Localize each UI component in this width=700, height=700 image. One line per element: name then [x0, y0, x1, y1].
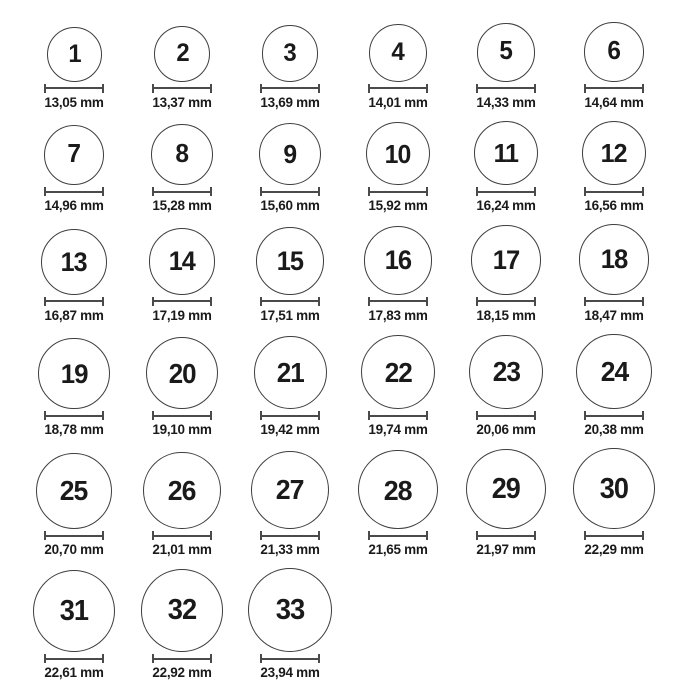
- ring-cell: [146, 337, 218, 436]
- ruler-right-tick: [102, 654, 104, 663]
- diameter-ruler: [584, 411, 644, 420]
- diameter-ruler: [44, 297, 104, 306]
- ruler-right-tick: [210, 654, 212, 663]
- ring-size-number: 19: [60, 358, 88, 390]
- diameter-label: 15,60 mm: [260, 198, 320, 214]
- ring-cell: [151, 124, 212, 212]
- ring-size-number: 28: [384, 473, 412, 506]
- ring-circle: [41, 229, 107, 295]
- diameter-ruler: [152, 654, 212, 663]
- diameter-label: 16,87 mm: [44, 307, 104, 323]
- ring-cell: [248, 568, 332, 679]
- ring-size-number: 29: [491, 473, 521, 506]
- ring-size-number: 2: [175, 39, 189, 67]
- ruler-line: [585, 415, 643, 417]
- diameter-label: 17,19 mm: [152, 307, 212, 323]
- ring-size-number: 24: [600, 355, 628, 387]
- ring-circle: [471, 225, 540, 294]
- ring-circle: [466, 449, 546, 529]
- ring-cell: [584, 22, 644, 109]
- ruler-line: [45, 87, 103, 89]
- diameter-label: 14,64 mm: [584, 94, 644, 110]
- ring-cell: [368, 24, 428, 109]
- ring-circle: [44, 125, 104, 185]
- ring-cell: [141, 569, 224, 679]
- diameter-ruler: [44, 411, 104, 420]
- ring-cell: [44, 125, 104, 212]
- ruler-right-tick: [318, 654, 320, 663]
- ring-size-number: 21: [276, 357, 304, 389]
- ring-circle: [36, 453, 113, 530]
- diameter-ruler: [584, 84, 644, 93]
- diameter-ruler: [152, 531, 212, 540]
- ring-cell: [471, 225, 540, 321]
- ruler-right-tick: [318, 297, 320, 306]
- diameter-label: 16,56 mm: [584, 198, 644, 214]
- diameter-ruler: [368, 187, 428, 196]
- ring-size-number: 7: [67, 140, 81, 169]
- diameter-label: 18,47 mm: [584, 307, 644, 323]
- ring-circle: [154, 26, 210, 82]
- ring-cell: [254, 336, 327, 436]
- diameter-ruler: [44, 654, 104, 663]
- ring-cell: [469, 335, 544, 437]
- diameter-label: 20,38 mm: [584, 422, 644, 438]
- ring-circle: [579, 224, 649, 294]
- ring-size-number: 26: [168, 474, 196, 506]
- ruler-right-tick: [426, 187, 428, 196]
- diameter-ruler: [260, 411, 320, 420]
- ruler-right-tick: [102, 297, 104, 306]
- ring-circle: [259, 123, 321, 185]
- ruler-line: [45, 658, 103, 660]
- diameter-label: 15,28 mm: [152, 198, 212, 214]
- ring-size-number: 9: [283, 139, 297, 170]
- ruler-right-tick: [102, 187, 104, 196]
- ruler-right-tick: [642, 84, 644, 93]
- ring-size-number: 16: [384, 245, 412, 276]
- ring-cell: [33, 570, 115, 679]
- ruler-right-tick: [426, 411, 428, 420]
- ruler-right-tick: [318, 411, 320, 420]
- ruler-right-tick: [534, 297, 536, 306]
- ring-circle: [584, 22, 644, 82]
- diameter-label: 13,69 mm: [260, 94, 320, 110]
- ring-circle: [469, 335, 544, 410]
- ruler-line: [477, 415, 535, 417]
- ruler-line: [153, 535, 211, 537]
- ruler-line: [477, 191, 535, 193]
- ruler-right-tick: [102, 411, 104, 420]
- ring-circle: [149, 228, 216, 295]
- ring-cell: [143, 452, 221, 557]
- ring-circle: [151, 124, 212, 185]
- diameter-ruler: [584, 531, 644, 540]
- ruler-line: [369, 415, 427, 417]
- ring-size-number: 33: [275, 593, 305, 626]
- diameter-label: 23,94 mm: [260, 665, 320, 681]
- ruler-line: [369, 191, 427, 193]
- diameter-ruler: [476, 187, 536, 196]
- ruler-right-tick: [534, 84, 536, 93]
- ruler-line: [585, 191, 643, 193]
- diameter-label: 16,24 mm: [476, 198, 536, 214]
- ruler-line: [369, 535, 427, 537]
- ring-cell: [41, 229, 107, 322]
- ruler-right-tick: [210, 187, 212, 196]
- ruler-line: [45, 300, 103, 302]
- ring-size-number: 22: [384, 356, 412, 388]
- ruler-line: [153, 415, 211, 417]
- ruler-right-tick: [102, 84, 104, 93]
- ring-cell: [36, 453, 113, 557]
- diameter-ruler: [152, 411, 212, 420]
- ring-circle: [358, 450, 437, 529]
- ring-cell: [366, 122, 429, 212]
- ring-size-number: 3: [283, 38, 297, 67]
- diameter-label: 19,42 mm: [260, 422, 320, 438]
- ruler-right-tick: [426, 84, 428, 93]
- ruler-right-tick: [318, 531, 320, 540]
- ring-size-number: 20: [168, 357, 196, 389]
- ring-size-number: 8: [175, 139, 189, 168]
- ring-circle: [256, 227, 324, 295]
- diameter-ruler: [368, 297, 428, 306]
- diameter-label: 13,37 mm: [152, 94, 212, 110]
- ruler-line: [153, 87, 211, 89]
- ring-circle: [364, 226, 433, 295]
- ring-cell: [364, 226, 433, 322]
- ring-size-number: 5: [499, 37, 513, 66]
- diameter-label: 19,10 mm: [152, 422, 212, 438]
- ring-circle: [47, 27, 102, 82]
- diameter-label: 14,01 mm: [368, 94, 428, 110]
- ruler-line: [585, 535, 643, 537]
- diameter-ruler: [476, 411, 536, 420]
- diameter-ruler: [152, 187, 212, 196]
- ring-size-number: 25: [60, 475, 88, 507]
- diameter-ruler: [476, 297, 536, 306]
- ring-circle: [573, 448, 654, 529]
- ruler-right-tick: [642, 297, 644, 306]
- ring-size-chart: [20, 0, 668, 679]
- ring-size-number: 4: [391, 37, 405, 66]
- ring-size-number: 17: [492, 244, 520, 275]
- ring-size-number: 12: [601, 137, 627, 168]
- diameter-label: 22,29 mm: [584, 542, 644, 558]
- ring-cell: [573, 448, 654, 556]
- ring-circle: [262, 25, 319, 82]
- ring-circle: [251, 451, 329, 529]
- ring-circle: [248, 568, 332, 652]
- ring-circle: [38, 338, 109, 409]
- ring-size-number: 10: [385, 138, 411, 169]
- ruler-line: [585, 300, 643, 302]
- ruler-line: [45, 415, 103, 417]
- ruler-line: [261, 191, 319, 193]
- diameter-ruler: [584, 187, 644, 196]
- ring-size-number: 23: [492, 356, 520, 388]
- diameter-ruler: [44, 84, 104, 93]
- diameter-ruler: [44, 531, 104, 540]
- ring-cell: [256, 227, 324, 322]
- diameter-ruler: [260, 297, 320, 306]
- ring-cell: [466, 449, 546, 556]
- ring-circle: [576, 334, 652, 410]
- diameter-ruler: [152, 84, 212, 93]
- ring-circle: [582, 121, 647, 186]
- ring-size-number: 13: [60, 246, 87, 277]
- ring-circle: [361, 335, 435, 409]
- diameter-ruler: [368, 531, 428, 540]
- diameter-label: 14,33 mm: [476, 94, 536, 110]
- ring-cell: [152, 26, 212, 109]
- ruler-right-tick: [210, 84, 212, 93]
- ring-size-number: 6: [607, 36, 621, 65]
- ring-circle: [254, 336, 327, 409]
- ruler-right-tick: [534, 187, 536, 196]
- ring-circle: [477, 23, 536, 82]
- ring-size-number: 18: [600, 244, 628, 275]
- ring-circle: [146, 337, 218, 409]
- diameter-label: 13,05 mm: [44, 94, 104, 110]
- ruler-right-tick: [426, 297, 428, 306]
- ruler-line: [261, 415, 319, 417]
- ruler-line: [261, 658, 319, 660]
- ruler-line: [153, 658, 211, 660]
- diameter-ruler: [152, 297, 212, 306]
- ring-circle: [33, 570, 115, 652]
- ring-cell: [260, 25, 320, 109]
- diameter-label: 21,97 mm: [476, 542, 536, 558]
- diameter-label: 14,96 mm: [44, 198, 104, 214]
- diameter-label: 19,74 mm: [368, 422, 428, 438]
- ring-cell: [259, 123, 321, 212]
- ruler-right-tick: [318, 187, 320, 196]
- diameter-label: 20,06 mm: [476, 422, 536, 438]
- diameter-label: 21,01 mm: [152, 542, 212, 558]
- ruler-right-tick: [426, 531, 428, 540]
- ring-size-number: 15: [276, 245, 304, 276]
- ring-size-number: 32: [167, 594, 197, 627]
- diameter-ruler: [260, 84, 320, 93]
- diameter-ruler: [368, 84, 428, 93]
- ruler-line: [477, 87, 535, 89]
- diameter-label: 21,33 mm: [260, 542, 320, 558]
- ruler-line: [369, 87, 427, 89]
- diameter-label: 17,83 mm: [368, 307, 428, 323]
- diameter-ruler: [260, 187, 320, 196]
- ruler-line: [261, 87, 319, 89]
- ruler-right-tick: [642, 531, 644, 540]
- ring-cell: [361, 335, 435, 436]
- diameter-label: 20,70 mm: [44, 542, 104, 558]
- ring-cell: [38, 338, 109, 436]
- ruler-line: [477, 300, 535, 302]
- ring-cell: [358, 450, 437, 556]
- ring-cell: [579, 224, 649, 321]
- ruler-line: [369, 300, 427, 302]
- diameter-ruler: [584, 297, 644, 306]
- ruler-line: [585, 87, 643, 89]
- ring-cell: [149, 228, 216, 322]
- diameter-ruler: [368, 411, 428, 420]
- ring-size-number: 30: [599, 472, 629, 505]
- diameter-label: 22,61 mm: [44, 665, 104, 681]
- ring-circle: [141, 569, 224, 652]
- diameter-ruler: [44, 187, 104, 196]
- ruler-line: [261, 535, 319, 537]
- diameter-label: 21,65 mm: [368, 542, 428, 558]
- ruler-right-tick: [534, 411, 536, 420]
- ring-size-number: 31: [59, 594, 89, 627]
- ring-circle: [474, 121, 538, 185]
- ruler-line: [261, 300, 319, 302]
- ruler-right-tick: [534, 531, 536, 540]
- ring-circle: [143, 452, 221, 530]
- diameter-label: 18,15 mm: [476, 307, 536, 323]
- ruler-line: [477, 535, 535, 537]
- diameter-ruler: [476, 84, 536, 93]
- ring-size-number: 11: [493, 138, 519, 169]
- ruler-right-tick: [210, 297, 212, 306]
- ring-circle: [366, 122, 429, 185]
- diameter-label: 18,78 mm: [44, 422, 104, 438]
- ring-cell: [474, 121, 538, 212]
- ring-cell: [582, 121, 647, 213]
- diameter-label: 22,92 mm: [152, 665, 212, 681]
- ring-circle: [369, 24, 427, 82]
- ruler-right-tick: [210, 411, 212, 420]
- diameter-label: 15,92 mm: [368, 198, 428, 214]
- ring-size-number: 14: [168, 246, 196, 277]
- ruler-right-tick: [642, 187, 644, 196]
- ruler-right-tick: [210, 531, 212, 540]
- ring-cell: [44, 27, 104, 109]
- ring-cell: [251, 451, 329, 556]
- diameter-ruler: [260, 654, 320, 663]
- ruler-right-tick: [318, 84, 320, 93]
- diameter-ruler: [476, 531, 536, 540]
- ruler-line: [153, 300, 211, 302]
- ruler-right-tick: [102, 531, 104, 540]
- ring-cell: [576, 334, 652, 437]
- ruler-line: [153, 191, 211, 193]
- ring-size-number: 1: [67, 39, 81, 68]
- ruler-line: [45, 191, 103, 193]
- ring-size-number: 27: [276, 474, 304, 506]
- diameter-label: 17,51 mm: [260, 307, 320, 323]
- diameter-ruler: [260, 531, 320, 540]
- ring-cell: [476, 23, 536, 109]
- ruler-line: [45, 535, 103, 537]
- ruler-right-tick: [642, 411, 644, 420]
